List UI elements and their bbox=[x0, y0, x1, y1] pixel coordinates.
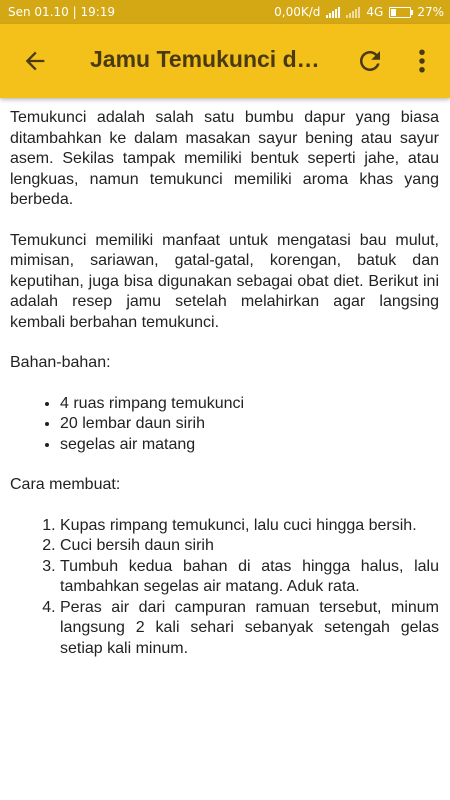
network-speed: 0,00K/d bbox=[274, 5, 321, 19]
battery-icon bbox=[389, 7, 411, 18]
list-item: • 4 ruas rimpang temukunci bbox=[60, 394, 439, 415]
ingredients-heading: Bahan-bahan: bbox=[10, 354, 111, 371]
article-content bbox=[10, 108, 439, 679]
page-title: Jamu Temukunci d… bbox=[90, 46, 320, 72]
more-options-icon[interactable] bbox=[412, 46, 432, 76]
refresh-icon[interactable] bbox=[355, 46, 385, 76]
status-indicators bbox=[274, 5, 444, 19]
list-item: 3. Tumbuh kedua bahan di atas hingga halus, lalu tambahkan segelas air matang. Aduk rata. bbox=[60, 557, 439, 598]
signal-icon-secondary bbox=[346, 7, 360, 18]
intro-paragraph: Temukunci adalah salah satu bumbu dapur yang biasa ditambahkan ke dalam masakan sayur bening atau sayur asem. Sekilas tampak memiliki bentuk seperti jahe, atau lengkuas, namun temukunci memiliki aroma khas yang berbeda. bbox=[10, 109, 439, 208]
list-item: 4. Peras air dari campuran ramuan tersebut, minum langsung 2 kali sehari sebanyak setengah gelas setiap kali minum. bbox=[60, 598, 439, 660]
benefits-paragraph: Temukunci memiliki manfaat untuk mengatasi bau mulut, mimisan, sariawan, gatal-gatal, korengan, batuk dan keputihan, juga bisa digunakan sebagai obat diet. Berikut ini adalah resep jamu setelah melahirkan agar langsing kembali berbahan temukunci. bbox=[10, 231, 439, 331]
status-datetime: Sen 01.10 | 19:19 bbox=[8, 5, 116, 19]
status-bar bbox=[0, 0, 450, 24]
battery-percent: 27% bbox=[417, 5, 444, 19]
app-bar bbox=[0, 24, 450, 98]
signal-icon bbox=[326, 7, 340, 18]
back-arrow-icon[interactable] bbox=[20, 47, 50, 75]
steps-heading: Cara membuat: bbox=[10, 476, 121, 493]
list-item: • segelas air matang bbox=[60, 435, 439, 456]
list-item: 2. Cuci bersih daun sirih bbox=[60, 536, 439, 557]
network-type: 4G bbox=[366, 5, 384, 19]
steps-list bbox=[10, 516, 439, 660]
battery-level bbox=[391, 9, 396, 16]
ingredients-list bbox=[10, 394, 439, 456]
list-item: 1. Kupas rimpang temukunci, lalu cuci hingga bersih. bbox=[60, 516, 439, 537]
list-item: • 20 lembar daun sirih bbox=[60, 414, 439, 435]
